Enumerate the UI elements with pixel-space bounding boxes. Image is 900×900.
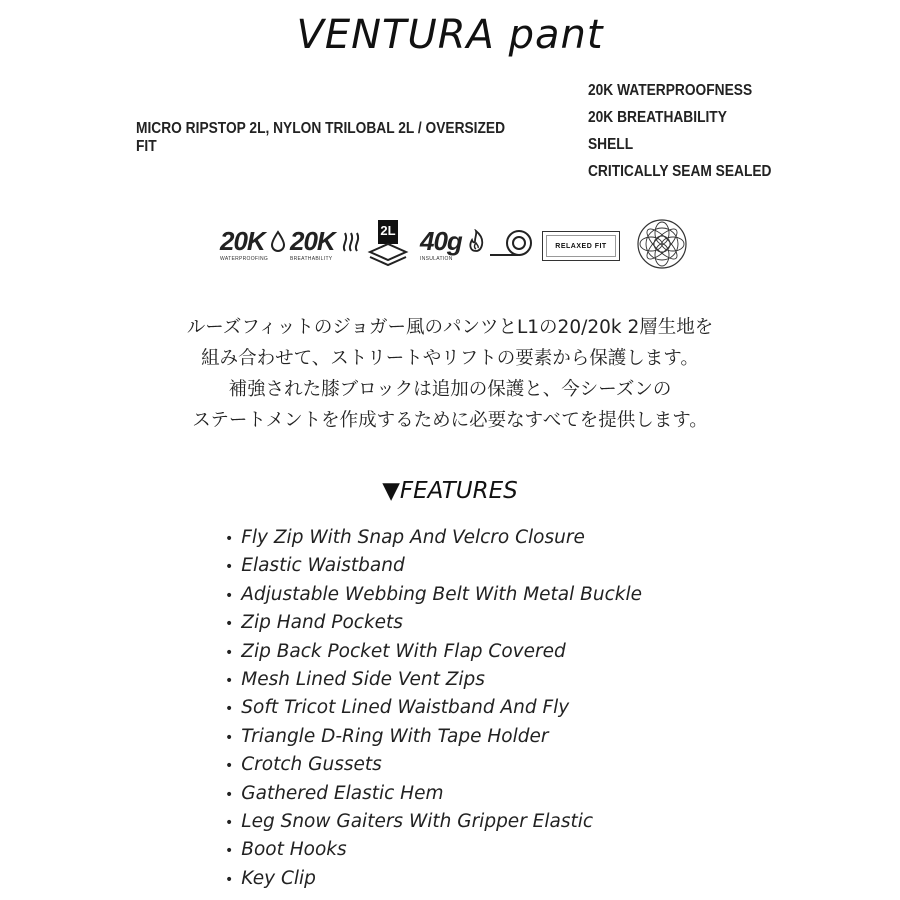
features-list bbox=[225, 524, 642, 893]
bullet: • bbox=[225, 814, 234, 831]
breathability-badge bbox=[290, 228, 362, 262]
feature-item bbox=[225, 609, 642, 637]
bullet: • bbox=[225, 559, 234, 576]
spec-item: CRITICALLY SEAM SEALED bbox=[588, 163, 772, 180]
seam-tape-icon bbox=[488, 230, 534, 258]
waterproof-value: 20K bbox=[220, 226, 265, 256]
description-line: 組み合わせて、ストリートやリフトの要素から保護します。 bbox=[201, 348, 699, 369]
product-title: VENTURA pant bbox=[296, 12, 604, 58]
mandala-logo bbox=[636, 218, 688, 274]
water-drop-icon bbox=[270, 230, 286, 252]
feature-text: Zip Hand Pockets bbox=[241, 612, 403, 634]
feature-text: Key Clip bbox=[241, 867, 316, 889]
spec-list bbox=[588, 80, 801, 188]
spec-item: SHELL bbox=[588, 136, 634, 153]
feature-item bbox=[225, 694, 642, 722]
spec-item: 20K BREATHABILITY bbox=[588, 109, 727, 126]
feature-text: Zip Back Pocket With Flap Covered bbox=[241, 640, 566, 662]
bullet: • bbox=[225, 531, 234, 547]
feature-text: Leg Snow Gaiters With Gripper Elastic bbox=[241, 810, 594, 832]
relaxed-fit-badge bbox=[542, 231, 620, 261]
insulation-badge bbox=[420, 228, 485, 262]
bullet: • bbox=[225, 701, 234, 718]
seam-tape-badge bbox=[488, 230, 534, 262]
features-heading: ▼FEATURES bbox=[382, 478, 518, 504]
bullet: • bbox=[225, 843, 234, 860]
feature-text: Boot Hooks bbox=[241, 839, 347, 861]
bullet: • bbox=[225, 672, 234, 689]
breathability-waves-icon bbox=[340, 229, 362, 253]
feature-item bbox=[225, 865, 642, 893]
layer-label: 2L bbox=[380, 223, 396, 238]
insulation-caption: INSULATION bbox=[420, 256, 453, 262]
feature-text: Elastic Waistband bbox=[241, 555, 405, 577]
description-line: ルーズフィットのジョガー風のパンツとL1の20/20k 2層生地を bbox=[186, 317, 714, 338]
feature-item bbox=[225, 751, 642, 779]
feature-text: Crotch Gussets bbox=[241, 754, 382, 776]
feature-item bbox=[225, 552, 642, 580]
breathability-value: 20K bbox=[290, 226, 335, 256]
bullet: • bbox=[225, 871, 234, 888]
feature-text: Soft Tricot Lined Waistband And Fly bbox=[241, 697, 570, 719]
description-line: ステートメントを作成するために必要なすべてを提供します。 bbox=[192, 410, 708, 431]
feature-text: Gathered Elastic Hem bbox=[241, 782, 444, 804]
relaxed-fit-label: RELAXED FIT bbox=[546, 235, 616, 257]
feature-item bbox=[225, 808, 642, 836]
bullet: • bbox=[225, 587, 234, 604]
feature-item bbox=[225, 836, 642, 864]
waterproof-caption: WATERPROOFING bbox=[220, 256, 269, 262]
feature-item bbox=[225, 638, 642, 666]
feature-item bbox=[225, 524, 642, 552]
flame-icon bbox=[467, 229, 485, 253]
bullet: • bbox=[225, 644, 234, 661]
feature-item bbox=[225, 581, 642, 609]
two-layer-badge bbox=[366, 218, 410, 268]
waterproof-badge bbox=[220, 228, 286, 262]
bullet: • bbox=[225, 758, 234, 775]
insulation-value: 40g bbox=[420, 226, 462, 256]
breathability-caption: BREATHABILITY bbox=[290, 256, 333, 262]
feature-text: Fly Zip With Snap And Velcro Closure bbox=[241, 527, 585, 548]
feature-item bbox=[225, 780, 642, 808]
feature-item bbox=[225, 666, 642, 694]
bullet: • bbox=[225, 786, 234, 803]
bullet: • bbox=[225, 729, 234, 746]
spec-item: 20K WATERPROOFNESS bbox=[588, 82, 753, 99]
feature-text: Mesh Lined Side Vent Zips bbox=[241, 668, 485, 690]
product-description bbox=[0, 312, 900, 436]
bullet: • bbox=[225, 616, 234, 633]
mandala-logo-icon bbox=[636, 218, 688, 270]
feature-item bbox=[225, 723, 642, 751]
description-line: 補強された膝ブロックは追加の保護と、今シーズンの bbox=[228, 379, 672, 400]
feature-text: Triangle D-Ring With Tape Holder bbox=[241, 725, 549, 747]
fabric-subtitle: MICRO RIPSTOP 2L, NYLON TRILOBAL 2L / OVERSIZED FIT bbox=[136, 120, 506, 155]
feature-text: Adjustable Webbing Belt With Metal Buckle bbox=[241, 583, 642, 605]
feature-icon-row bbox=[220, 216, 690, 272]
